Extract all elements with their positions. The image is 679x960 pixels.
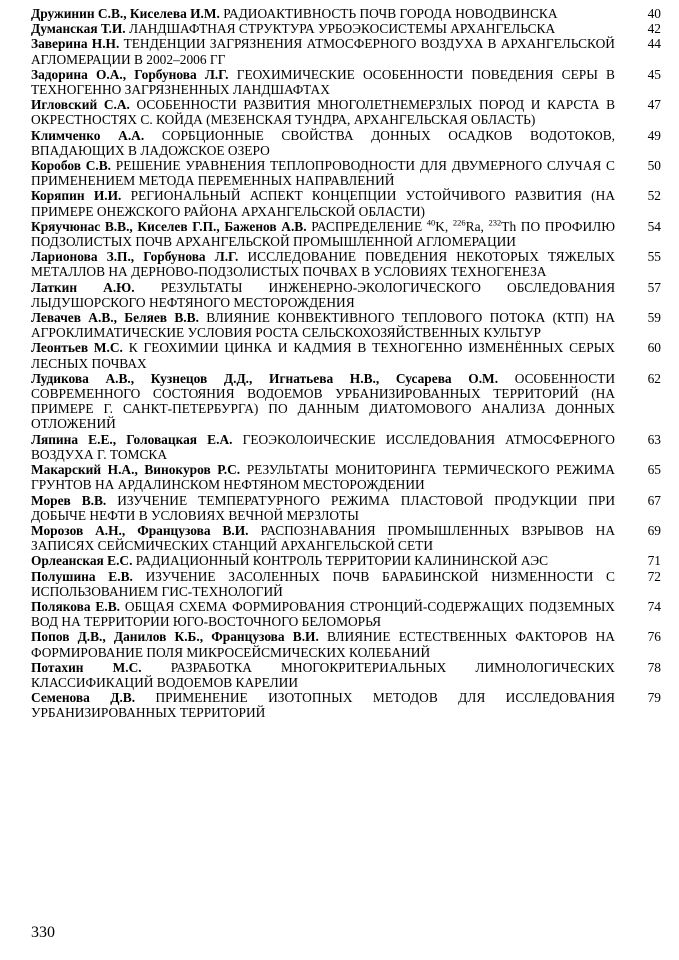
title-part: K, bbox=[435, 218, 453, 234]
entry-title: ИССЛЕДОВАНИЕ ПОВЕДЕНИЯ НЕКОТОРЫХ ТЯЖЕЛЫХ МЕТАЛЛОВ НА ДЕРНОВО-ПОДЗОЛИСТЫХ ПОЧВАХ В УСЛОВИЯХ ТЕХНОГЕНЕЗА bbox=[31, 249, 615, 280]
entry-title: ПРИМЕНЕНИЕ ИЗОТОПНЫХ МЕТОДОВ ДЛЯ ИССЛЕДОВАНИЯ УРБАНИЗИРОВАННЫХ ТЕРРИТОРИЙ bbox=[31, 690, 615, 721]
toc-entry bbox=[31, 67, 661, 97]
entry-authors: Попов Д.В., Данилов К.Б., Французова В.И. bbox=[31, 629, 319, 645]
entry-authors: Заверина Н.Н. bbox=[31, 36, 120, 52]
entry-text bbox=[31, 310, 615, 340]
entry-authors: Потахин М.С. bbox=[31, 659, 142, 675]
entry-title: ИЗУЧЕНИЕ ТЕМПЕРАТУРНОГО РЕЖИМА ПЛАСТОВОЙ ПРОДУКЦИИ ПРИ ДОБЫЧЕ НЕФТИ В УСЛОВИЯХ ВЕЧНОЙ МЕРЗЛОТЫ bbox=[31, 492, 615, 523]
toc-entry bbox=[31, 523, 661, 553]
entry-text bbox=[31, 690, 615, 720]
entry-authors: Полушина Е.В. bbox=[31, 568, 133, 584]
toc-entry bbox=[31, 493, 661, 523]
entry-authors: Ларионова З.П., Горбунова Л.Г. bbox=[31, 249, 239, 265]
toc-entry bbox=[31, 21, 661, 36]
entry-title: ГЕОЭКОЛОИЧЕСКИЕ ИССЛЕДОВАНИЯ АТМОСФЕРНОГО ВОЗДУХА Г. ТОМСКА bbox=[31, 431, 615, 462]
entry-page-number: 67 bbox=[647, 492, 661, 508]
entry-title: ГЕОХИМИЧЕСКИЕ ОСОБЕННОСТИ ПОВЕДЕНИЯ СЕРЫ В ТЕХНОГЕННО ЗАГРЯЗНЕННЫХ ЛАНДШАФТАХ bbox=[31, 66, 615, 98]
entry-authors: Коряпин И.И. bbox=[31, 188, 122, 204]
toc-entry bbox=[31, 36, 661, 66]
entry-text bbox=[31, 493, 615, 523]
entry-authors: Кряучюнас В.В., Киселев Г.П., Баженов А.В. bbox=[31, 218, 307, 234]
entry-title: ОСОБЕННОСТИ СОВРЕМЕННОГО СОСТОЯНИЯ ВОДОЕМОВ УРБАНИЗИРОВАННЫХ ТЕРРИТОРИЙ (НА ПРИМЕРЕ Г. САНКТ-ПЕТЕРБУРГА) ПО ДАННЫМ ДИАТОМОВОГО АНАЛИЗА ДОННЫХ ОТЛОЖЕНИЙ bbox=[31, 370, 615, 432]
toc-entry bbox=[31, 128, 661, 158]
title-part: Ra, bbox=[465, 218, 489, 234]
entry-text bbox=[31, 188, 615, 218]
entry-text bbox=[31, 569, 615, 599]
entry-title: РАСПОЗНАВАНИЯ ПРОМЫШЛЕННЫХ ВЗРЫВОВ НА ЗАПИСЯХ СЕЙСМИЧЕСКИХ СТАНЦИЙ АРХАНГЕЛЬСКОЙ СЕТИ bbox=[31, 522, 615, 554]
entry-title: ИЗУЧЕНИЕ ЗАСОЛЕННЫХ ПОЧВ БАРАБИНСКОЙ НИЗМЕННОСТИ С ИСПОЛЬЗОВАНИЕМ ГИС-ТЕХНОЛОГИЙ bbox=[31, 568, 615, 599]
entry-authors: Дружинин С.В., Киселева И.М. bbox=[31, 6, 220, 21]
entry-authors: Полякова Е.В. bbox=[31, 598, 120, 614]
entry-title: РАЗРАБОТКА МНОГОКРИТЕРИАЛЬНЫХ ЛИМНОЛОГИЧЕСКИХ КЛАССИФИКАЦИЙ ВОДОЕМОВ КАРЕЛИИ bbox=[31, 659, 615, 690]
entry-page-number: 79 bbox=[647, 690, 661, 706]
entry-text bbox=[31, 629, 615, 659]
toc-entry bbox=[31, 432, 661, 462]
entry-authors: Коробов С.В. bbox=[31, 158, 112, 174]
entry-title: ТЕНДЕНЦИИ ЗАГРЯЗНЕНИЯ АТМОСФЕРНОГО ВОЗДУХА В АРХАНГЕЛЬСКОЙ АГЛОМЕРАЦИИ В 2002–2006 ГГ bbox=[31, 36, 615, 67]
entry-title: РЕЗУЛЬТАТЫ ИНЖЕНЕРНО-ЭКОЛОГИЧЕСКОГО ОБСЛЕДОВАНИЯ ЛЫДУШОРСКОГО НЕФТЯНОГО МЕСТОРОЖДЕНИЯ bbox=[31, 279, 615, 310]
entry-page-number: 49 bbox=[647, 127, 661, 143]
entry-title: СОРБЦИОННЫЕ СВОЙСТВА ДОННЫХ ОСАДКОВ ВОДОТОКОВ, ВПАДАЮЩИХ В ЛАДОЖСКОЕ ОЗЕРО bbox=[31, 127, 615, 158]
page-number: 330 bbox=[31, 924, 55, 941]
entry-page-number: 60 bbox=[647, 340, 661, 356]
entry-page-number: 72 bbox=[647, 568, 661, 584]
toc-entry bbox=[31, 462, 661, 492]
entry-title: ОСОБЕННОСТИ РАЗВИТИЯ МНОГОЛЕТНЕМЕРЗЛЫХ ПОРОД И КАРСТА В ОКРЕСТНОСТЯХ С. КОЙДА (МЕЗЕНСКАЯ ТУНДРА, АРХАНГЕЛЬСКАЯ ОБЛАСТЬ) bbox=[31, 97, 616, 128]
entry-text bbox=[31, 36, 615, 66]
entry-authors: Ляпина Е.Е., Головацкая Е.А. bbox=[31, 431, 233, 447]
entry-authors: Морев В.В. bbox=[31, 492, 107, 508]
entry-authors: Задорина О.А., Горбунова Л.Г. bbox=[31, 66, 229, 82]
entry-authors: Морозов А.Н., Французова В.И. bbox=[31, 522, 249, 538]
entry-title: РЕШЕНИЕ УРАВНЕНИЯ ТЕПЛОПРОВОДНОСТИ ДЛЯ ДВУМЕРНОГО СЛУЧАЯ С ПРИМЕНЕНИЕМ МЕТОДА ПЕРЕМЕННЫХ НАПРАВЛЕНИЙ bbox=[31, 158, 615, 189]
entry-page-number: 57 bbox=[647, 279, 661, 295]
entry-text bbox=[31, 219, 615, 249]
entry-authors: Лудикова А.В., Кузнецов Д.Д., Игнатьева Н.В., Сусарева О.М. bbox=[31, 370, 499, 386]
entry-page-number: 76 bbox=[647, 629, 661, 645]
entry-page-number: 40 bbox=[647, 6, 661, 21]
entry-title: ОБЩАЯ СХЕМА ФОРМИРОВАНИЯ СТРОНЦИЙ-СОДЕРЖАЩИХ ПОДЗЕМНЫХ ВОД НА ТЕРРИТОРИИ ЮГО-ВОСТОЧНОГО БЕЛОМОРЬЯ bbox=[31, 598, 615, 630]
entry-title: ВЛИЯНИЕ КОНВЕКТИВНОГО ТЕПЛОВОГО ПОТОКА (КТП) НА АГРОКЛИМАТИЧЕСКИЕ УСЛОВИЯ РОСТА СЕЛЬСКОХОЗЯЙСТВЕННЫХ КУЛЬТУР bbox=[31, 310, 615, 341]
entry-title: РЕГИОНАЛЬНЫЙ АСПЕКТ КОНЦЕПЦИИ УСТОЙЧИВОГО РАЗВИТИЯ (НА ПРИМЕРЕ ОНЕЖСКОГО РАЙОНА АРХАНГЕЛЬСКОЙ ОБЛАСТИ) bbox=[31, 188, 615, 219]
entry-text bbox=[31, 249, 615, 279]
entry-text bbox=[31, 280, 615, 310]
toc-entry bbox=[31, 569, 661, 599]
toc-entry bbox=[31, 188, 661, 218]
entry-authors: Орлеанская Е.С. bbox=[31, 553, 133, 569]
toc-entry bbox=[31, 371, 661, 432]
entry-text bbox=[31, 660, 615, 690]
entry-text bbox=[31, 340, 615, 370]
entry-text bbox=[31, 67, 615, 97]
entry-text bbox=[31, 21, 615, 36]
entry-title: ВЛИЯНИЕ ЕСТЕСТВЕННЫХ ФАКТОРОВ НА ФОРМИРОВАНИЕ ПОЛЯ МИКРОСЕЙСМИЧЕСКИХ КОЛЕБАНИЙ bbox=[31, 629, 615, 660]
title-part: РАСПРЕДЕЛЕНИЕ bbox=[311, 218, 427, 234]
entry-authors: Латкин А.Ю. bbox=[31, 279, 135, 295]
toc-entry bbox=[31, 219, 661, 249]
isotope-mass-number: 40 bbox=[426, 217, 436, 228]
entry-page-number: 55 bbox=[647, 249, 661, 265]
entry-page-number: 50 bbox=[647, 158, 661, 174]
toc-entry bbox=[31, 553, 661, 568]
entry-page-number: 52 bbox=[647, 188, 661, 204]
toc-entry bbox=[31, 629, 661, 659]
entry-authors: Семенова Д.В. bbox=[31, 690, 136, 706]
entry-authors: Левачев А.В., Беляев В.В. bbox=[31, 310, 199, 326]
isotope-mass-number: 232 bbox=[488, 217, 502, 228]
toc-entry bbox=[31, 599, 661, 629]
toc-entry bbox=[31, 340, 661, 370]
entry-text bbox=[31, 462, 615, 492]
entry-text bbox=[31, 432, 615, 462]
entry-title: РАДИОАКТИВНОСТЬ ПОЧВ ГОРОДА НОВОДВИНСКА bbox=[223, 6, 558, 21]
entry-authors: Думанская Т.И. bbox=[31, 21, 126, 37]
toc-entry bbox=[31, 158, 661, 188]
entry-page-number: 54 bbox=[647, 218, 661, 234]
entry-page-number: 65 bbox=[647, 462, 661, 478]
entry-authors: Климченко А.А. bbox=[31, 127, 145, 143]
entry-text bbox=[31, 6, 615, 21]
toc-entry bbox=[31, 97, 661, 127]
entry-authors: Макарский Н.А., Винокуров Р.С. bbox=[31, 462, 241, 478]
entry-text bbox=[31, 97, 615, 127]
toc-entry bbox=[31, 6, 661, 21]
entry-text bbox=[31, 158, 615, 188]
entry-title: ЛАНДШАФТНАЯ СТРУКТУРА УРБОЭКОСИСТЕМЫ АРХАНГЕЛЬСКА bbox=[128, 21, 556, 37]
entry-page-number: 74 bbox=[647, 598, 661, 614]
toc-entry bbox=[31, 280, 661, 310]
toc-entry bbox=[31, 690, 661, 720]
entry-page-number: 71 bbox=[647, 553, 661, 569]
entry-page-number: 42 bbox=[647, 21, 661, 37]
entry-page-number: 45 bbox=[647, 66, 661, 82]
toc-entry bbox=[31, 249, 661, 279]
entry-text bbox=[31, 599, 615, 629]
entry-text bbox=[31, 553, 615, 568]
entry-page-number: 47 bbox=[647, 97, 661, 113]
entry-text bbox=[31, 523, 615, 553]
entry-page-number: 69 bbox=[647, 522, 661, 538]
entry-page-number: 44 bbox=[647, 36, 661, 52]
entry-page-number: 78 bbox=[647, 659, 661, 675]
entry-authors: Игловский С.А. bbox=[31, 97, 130, 113]
table-of-contents bbox=[31, 6, 661, 721]
isotope-mass-number: 226 bbox=[452, 217, 466, 228]
entry-page-number: 59 bbox=[647, 310, 661, 326]
entry-page-number: 62 bbox=[647, 370, 661, 386]
entry-title: К ГЕОХИМИИ ЦИНКА И КАДМИЯ В ТЕХНОГЕННО ИЗМЕНЁННЫХ СЕРЫХ ЛЕСНЫХ ПОЧВАХ bbox=[31, 340, 615, 371]
entry-text bbox=[31, 371, 615, 432]
entry-text bbox=[31, 128, 615, 158]
entry-title: РАДИАЦИОННЫЙ КОНТРОЛЬ ТЕРРИТОРИИ КАЛИНИНСКОЙ АЭС bbox=[135, 553, 548, 569]
title-part: Th ПО ПРОФИЛЮ ПОДЗОЛИСТЫХ ПОЧВ АРХАНГЕЛЬСКОЙ ПРОМЫШЛЕННОЙ АГЛОМЕРАЦИИ bbox=[31, 218, 615, 250]
toc-entry bbox=[31, 660, 661, 690]
entry-page-number: 63 bbox=[647, 431, 661, 447]
toc-entry bbox=[31, 310, 661, 340]
entry-title: РЕЗУЛЬТАТЫ МОНИТОРИНГА ТЕРМИЧЕСКОГО РЕЖИМА ГРУНТОВ НА АРДАЛИНСКОМ НЕФТЯНОМ МЕСТОРОЖДЕНИИ bbox=[31, 462, 615, 493]
entry-authors: Леонтьев М.С. bbox=[31, 340, 123, 356]
